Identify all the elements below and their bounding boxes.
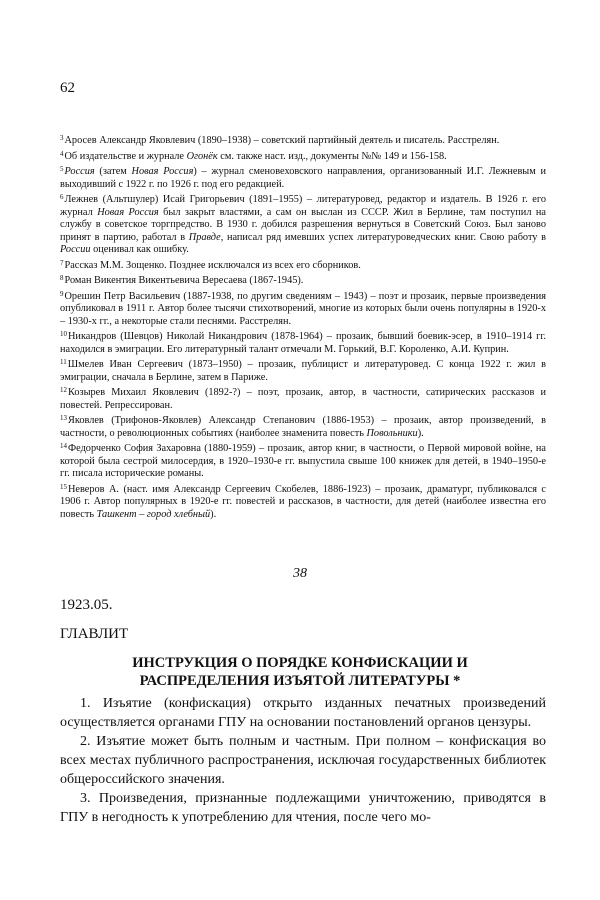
footnote-10: [60, 328, 546, 356]
footnote-marker: 10: [60, 330, 67, 338]
footnote-marker: 4: [60, 149, 64, 158]
footnote-marker: 9: [60, 289, 64, 298]
footnote-marker: 7: [60, 258, 64, 267]
footnote-marker: 15: [60, 482, 67, 491]
footnote-9: [60, 288, 546, 329]
document-number: 38: [293, 566, 307, 581]
footnote-italic-title: Россия: [64, 166, 95, 177]
footnote-4: [60, 148, 546, 164]
footnote-5: [60, 163, 546, 191]
footnote-14: [60, 440, 546, 481]
footnote-text: (затем: [94, 166, 132, 177]
footnote-text: ).: [417, 427, 424, 439]
footnote-marker: 8: [60, 274, 64, 282]
footnotes: [60, 132, 546, 521]
footnote-7: [60, 257, 546, 273]
footnote-text: Орешин Петр Васильевич (1887-1938, по другим сведениям – 1943) – поэт и прозаик, первые произведения опубликовал в 1911 г. Автор более тысячи стихотворений, многие из которых были очень популярны в 1920-х – 1930-х гг., а некоторые стали песнями. Расстрелян.: [60, 290, 546, 327]
footnote-italic-title: Огонёк: [186, 150, 218, 162]
footnote-text: ).: [210, 508, 217, 520]
page-number: 62: [60, 80, 75, 96]
document-body: [60, 694, 546, 827]
footnote-text: см. также наст. изд., документы №№ 149 и 156-158.: [217, 150, 447, 162]
footnote-text: Неверов А. (наст. имя Александр Сергеевич Скобелев, 1886-1923) – прозаик, драматург, публиковался с 1906 г. Автор популярных в 1920-е гг. повестей и рассказов, в частности, для детей (наиболее известна его повесть: [60, 483, 546, 520]
footnote-text: Лежнев (Альтшулер) Исай Григорьевич (1891–1955) – литературовед, редактор и издатель. В 1926 г. его журнал: [60, 194, 546, 218]
footnote-marker: 12: [60, 386, 67, 394]
footnote-text: Роман Викентия Викентьевича Вересаева (1867-1945).: [64, 275, 304, 286]
footnote-text: был закрыт властями, а сам он выслан из СССР. Жил в Берлине, там поступил на службу в советское торгпредство. В 1930 г. добился разрешения вернуться в Советский Союз. Был заново принят в партию, работал в: [60, 206, 546, 243]
footnote-italic-title: Новая Россия: [131, 166, 194, 177]
footnote-text: оценивал как ошибку.: [90, 244, 189, 255]
footnote-italic-title: Ташкент – город хлебный: [96, 508, 211, 520]
footnote-marker: 11: [60, 358, 67, 366]
document-date: 1923.05.: [60, 597, 113, 613]
footnote-6: [60, 191, 546, 257]
document-title-line-2: РАСПРЕДЕЛЕНИЯ ИЗЪЯТОЙ ЛИТЕРАТУРЫ *: [139, 673, 461, 689]
footnote-text: Яковлев (Трифонов-Яковлев) Александр Степанович (1886-1953) – прозаик, автор произведений, в частности, о революционных событиях (наиболее знаменита повесть: [60, 415, 546, 439]
footnote-text: Никандров (Шевцов) Николай Никандрович (1878-1964) – прозаик, бывший боевик-эсер, в 1910–1914 гг. находился в эмиграции. Его литературный талант отмечали М. Горький, В.Г. Короленко, А.И. Куприн.: [60, 331, 546, 355]
document-title: [80, 654, 520, 690]
footnote-text: Федорченко София Захаровна (1880-1959) – прозаик, автор книг, в частности, о Первой мировой войне, на которой была сестрой милосердия, в 1920–1930-е гг. выпустила свыше 100 книжек для детей, в 1940–1950-е гг. писала исторические романы.: [60, 443, 546, 479]
document-organization: ГЛАВЛИТ: [60, 626, 129, 642]
footnote-text: Аросев Александр Яковлевич (1890–1938) – советский партийный деятель и писатель. Расстрелян.: [64, 135, 500, 146]
footnote-8: [60, 272, 546, 288]
footnote-13: [60, 412, 546, 440]
footnote-12: [60, 384, 546, 412]
footnote-italic-title: Повольники: [366, 427, 418, 439]
footnote-text: , написал ряд имевших успех литературоведческих книг. Свою работу в: [220, 231, 546, 243]
footnote-text: Козырев Михаил Яковлевич (1892-?) – поэт, прозаик, автор, в частности, сатирических рассказов и повестей. Репрессирован.: [60, 387, 546, 411]
paragraph-3: 3. Произведения, признанные подлежащими уничтожению, приводятся в ГПУ в негодность к употреблению для чтения, после чего мо-: [60, 791, 546, 825]
footnote-15: [60, 481, 546, 522]
footnote-italic-title: России: [60, 244, 91, 255]
document-title-line-1: ИНСТРУКЦИЯ О ПОРЯДКЕ КОНФИСКАЦИИ И: [132, 655, 468, 671]
footnote-text: ) – журнал сменовеховского направления, организованный И.Г. Лежневым и выходивший с 1922 г. по 1926 г. под его редакцией.: [60, 166, 546, 190]
footnote-marker: 13: [60, 414, 67, 422]
footnote-text: Шмелев Иван Сергеевич (1873–1950) – прозаик, публицист и литературовед. С конца 1922 г. жил в эмиграции, сначала в Берлине, затем в Париже.: [60, 359, 546, 383]
footnote-text: Об издательстве и журнале: [64, 150, 187, 162]
footnote-11: [60, 356, 546, 384]
paragraph-2: 2. Изъятие может быть полным и частным. При полном – конфискация во всех местах публичного распространения, исключая государственных библиотек общероссийского значения.: [60, 734, 546, 787]
paragraph-1: 1. Изъятие (конфискация) открыто изданных печатных произведений осуществляется органами ГПУ на основании постановлений органов цензуры.: [60, 696, 546, 730]
footnote-marker: 5: [60, 165, 64, 173]
footnote-marker: 14: [60, 442, 67, 450]
footnote-marker: 3: [60, 134, 64, 142]
footnote-marker: 6: [60, 193, 64, 201]
footnote-3: [60, 132, 546, 148]
footnote-italic-title: Новая Россия: [97, 206, 159, 218]
footnote-text: Рассказ М.М. Зощенко. Позднее исключался из всех его сборников.: [64, 259, 361, 271]
footnote-italic-title: Правде: [188, 231, 221, 243]
